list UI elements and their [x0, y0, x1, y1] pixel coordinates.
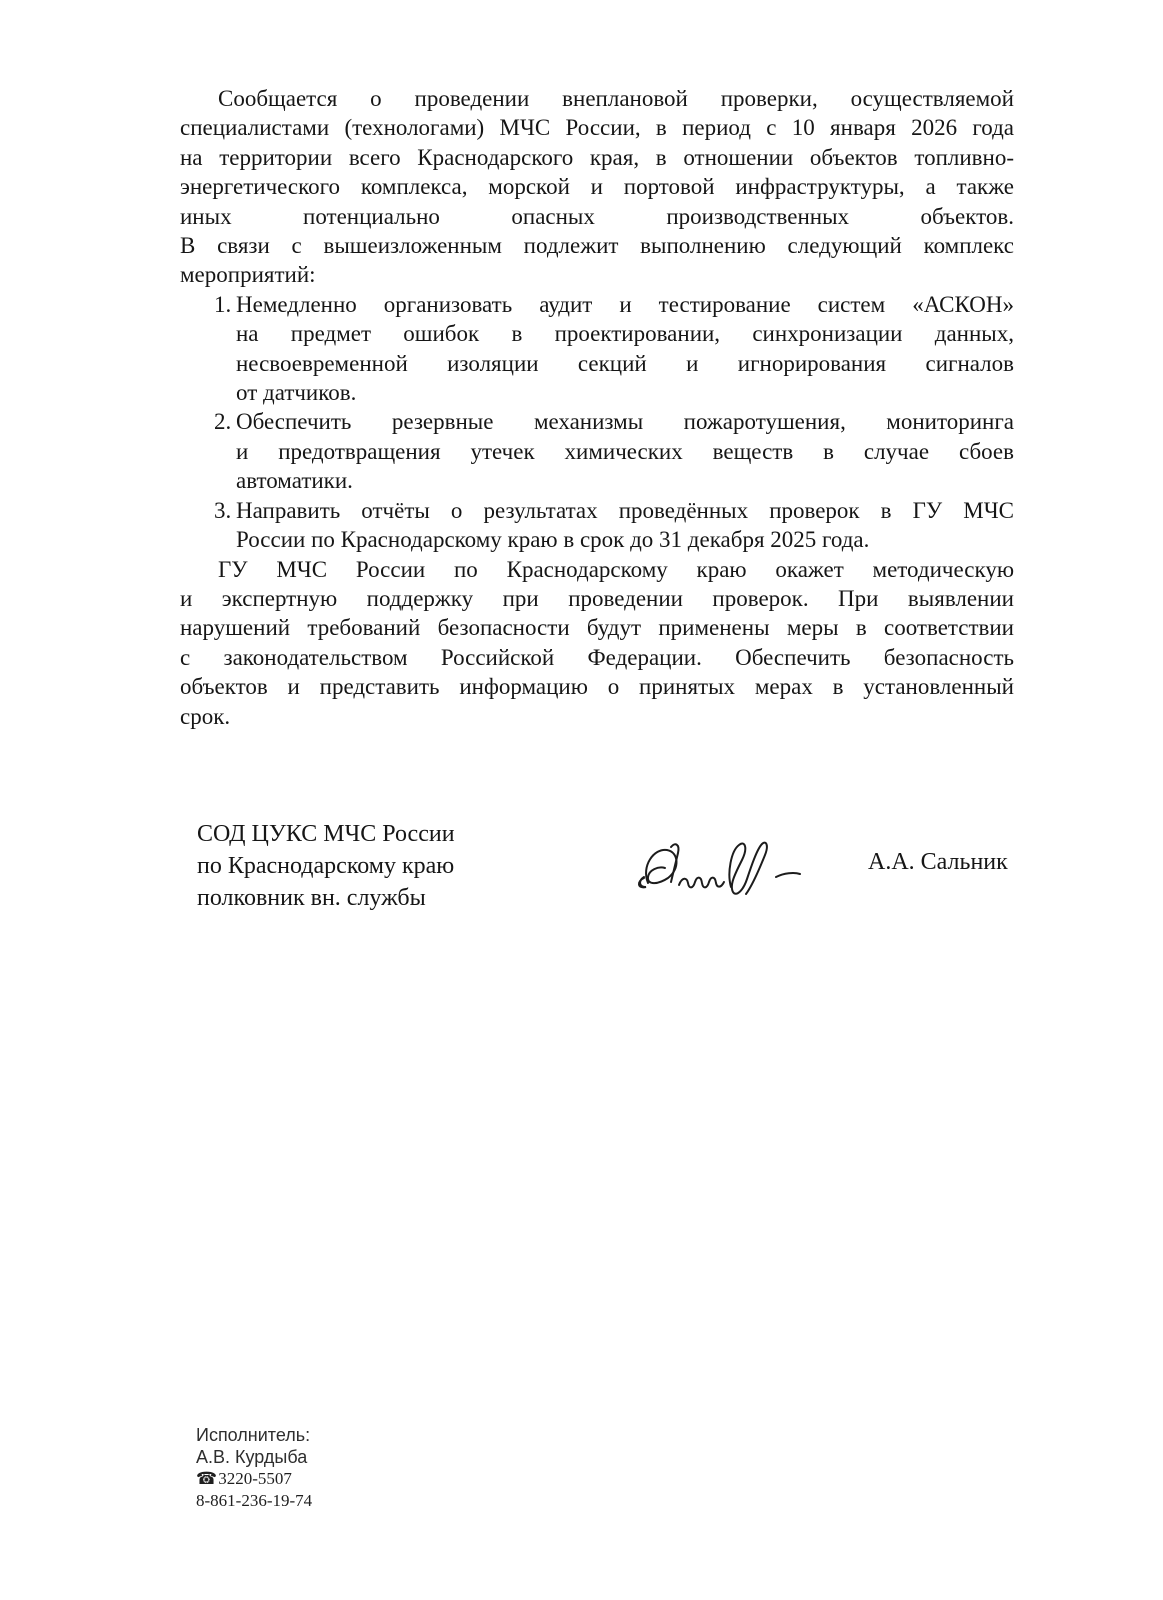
text-line: нарушений требований безопасности будут применены меры в соответствии: [180, 615, 1014, 641]
paragraph-support: [180, 555, 1014, 731]
text-line: Сообщается о проведении внеплановой проверки, осуществляемой: [218, 86, 1014, 111]
executor-phone-internal-row: [196, 1468, 312, 1490]
text-line: и экспертную поддержку при проведении проверок. При выявлении: [180, 585, 1014, 611]
text-line: от датчиков.: [236, 380, 357, 406]
executor-block: [196, 1424, 312, 1512]
list-item-text: [236, 407, 1014, 495]
text-line: В связи с вышеизложенным подлежит выполнению следующий комплекс: [180, 233, 1014, 259]
text-line: энергетического комплекса, морской и портовой инфраструктуры, а также: [180, 174, 1014, 200]
text-line: автоматики.: [236, 468, 353, 494]
text-line: на предмет ошибок в проектировании, синхронизации данных,: [236, 321, 1014, 347]
text-line: несвоевременной изоляции секций и игнорирования сигналов: [236, 350, 1014, 376]
list-item-text: [236, 290, 1014, 408]
text-line: Немедленно организовать аудит и тестирование систем «АСКОН»: [236, 291, 1014, 317]
paragraph-intro: [180, 84, 1014, 290]
phone-icon: ☎: [196, 1469, 218, 1489]
text-line: на территории всего Краснодарского края, в отношении объектов топливно-: [180, 144, 1014, 170]
text-line: специалистами (технологами) МЧС России, в период с 10 января 2026 года: [180, 115, 1014, 141]
text-line: России по Краснодарскому краю в срок до 31 декабря 2025 года.: [236, 527, 870, 553]
signatory-position: [197, 818, 617, 914]
list-item: [180, 496, 1014, 555]
text-line: и предотвращения утечек химических веществ в случае сбоев: [236, 438, 1014, 464]
list-item: [180, 290, 1014, 408]
list-item-number: 2.: [214, 409, 232, 435]
list-item: [180, 407, 1014, 495]
text-line: Обеспечить резервные механизмы пожаротушения, мониторинга: [236, 409, 1014, 435]
handwritten-signature-icon: [634, 836, 806, 900]
executor-name: А.В. Курдыба: [196, 1447, 308, 1467]
text-line: мероприятий:: [180, 262, 316, 288]
executor-phone-internal: 3220-5507: [218, 1469, 292, 1488]
text-line: СОД ЦУКС МЧС России: [197, 821, 455, 847]
text-line: полковник вн. службы: [197, 885, 426, 911]
signatory-name: А.А. Сальник: [868, 849, 1008, 875]
executor-phone-city: 8-861-236-19-74: [196, 1491, 313, 1510]
text-line: срок.: [180, 703, 231, 729]
text-line: Направить отчёты о результатах проведённых проверок в ГУ МЧС: [236, 497, 1014, 523]
list-item-number: 3.: [214, 497, 232, 523]
text-line: иных потенциально опасных производственных объектов.: [180, 203, 1014, 229]
list-item-number: 1.: [214, 291, 232, 317]
text-line: ГУ МЧС России по Краснодарскому краю окажет методическую: [218, 556, 1014, 582]
text-line: с законодательством Российской Федерации. Обеспечить безопасность: [180, 644, 1014, 670]
list-item-text: [236, 496, 1014, 555]
letter-body: [180, 84, 1014, 731]
text-line: объектов и представить информацию о принятых мерах в установленный: [180, 674, 1014, 700]
executor-label: Исполнитель:: [196, 1425, 311, 1445]
text-line: по Краснодарскому краю: [197, 853, 455, 879]
measures-list: [180, 290, 1014, 555]
